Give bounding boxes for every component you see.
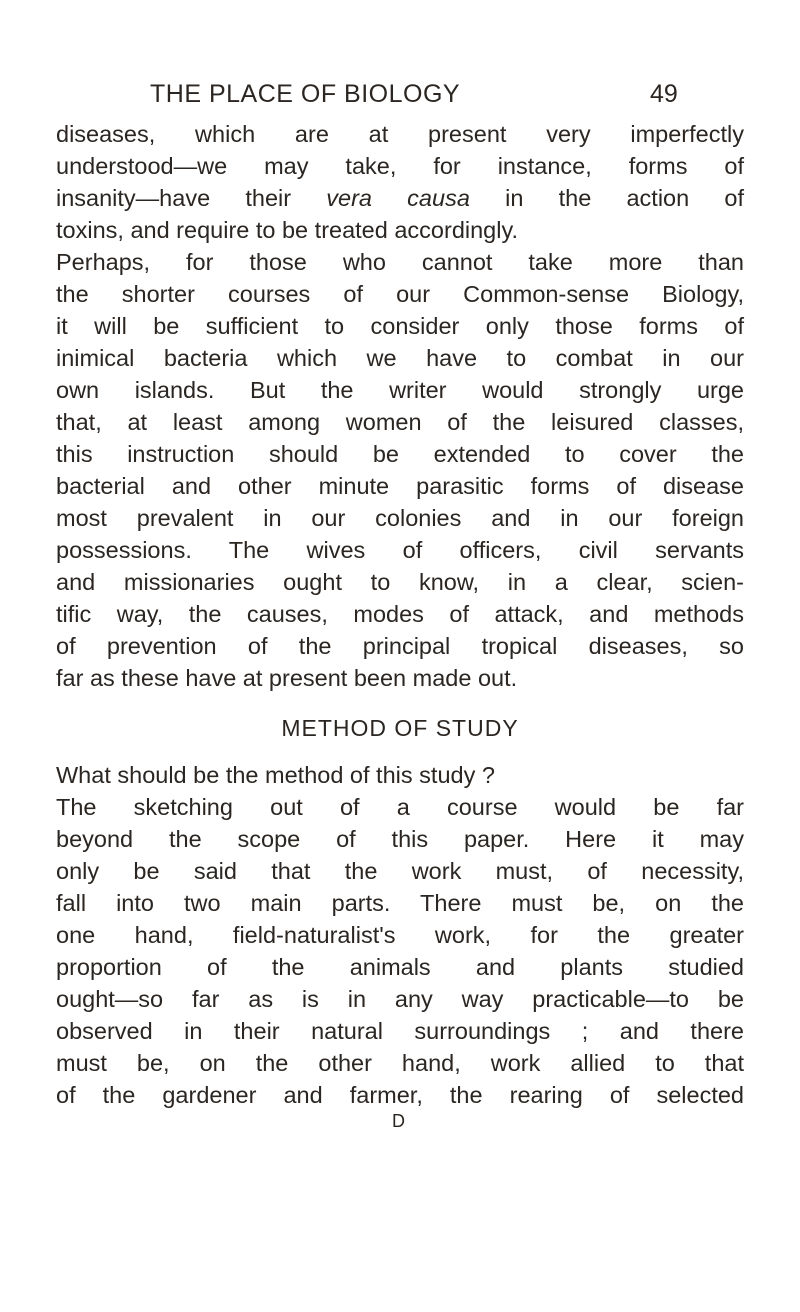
latin-phrase: vera causa [326, 185, 470, 211]
text-line: fall into two main parts. There must be, on the [56, 890, 744, 916]
text-line: the shorter courses of our Common-sense Biology, [56, 281, 744, 307]
text-line: ought—so far as is in any way practicable—to be [56, 986, 744, 1012]
text-line: it will be sufficient to consider only those forms of [56, 313, 744, 339]
text-line: tific way, the causes, modes of attack, and methods [56, 601, 744, 627]
text-line: of prevention of the principal tropical diseases, so [56, 633, 744, 659]
text-line: one hand, field-naturalist's work, for the greater [56, 922, 744, 948]
text-line: and missionaries ought to know, in a clear, scien- [56, 569, 744, 595]
text-line: of the gardener and farmer, the rearing of selected [56, 1082, 744, 1108]
text-line: understood—we may take, for instance, forms of [56, 153, 744, 179]
text-line: The sketching out of a course would be far [56, 794, 744, 820]
text-line: beyond the scope of this paper. Here it may [56, 826, 744, 852]
section-heading: METHOD OF STUDY [281, 715, 519, 741]
page-number: 49 [650, 80, 678, 108]
running-head: THE PLACE OF BIOLOGY [150, 80, 461, 108]
signature-mark: D [392, 1111, 405, 1131]
text-line: must be, on the other hand, work allied to that [56, 1050, 744, 1076]
text-fragment: in the action of [469, 185, 744, 211]
text-line: toxins, and require to be treated accordingly. [56, 217, 519, 243]
text-line: diseases, which are at present very imperfectly [56, 121, 744, 147]
text-line: most prevalent in our colonies and in our foreign [56, 505, 744, 531]
text-line: proportion of the animals and plants studied [56, 954, 744, 980]
text-line: What should be the method of this study ? [56, 762, 495, 788]
text-line: that, at least among women of the leisured classes, [56, 409, 744, 435]
text-line: far as these have at present been made out. [56, 665, 518, 691]
text-fragment: insanity—have their [56, 185, 327, 211]
text-line: bacterial and other minute parasitic forms of disease [56, 473, 744, 499]
text-line: only be said that the work must, of necessity, [56, 858, 744, 884]
text-line: own islands. But the writer would strongly urge [56, 377, 744, 403]
text-line: this instruction should be extended to cover the [56, 441, 744, 467]
text-line: observed in their natural surroundings ; and there [56, 1018, 744, 1044]
text-line: possessions. The wives of officers, civil servants [56, 537, 744, 563]
text-line [56, 182, 744, 214]
text-line: Perhaps, for those who cannot take more than [56, 249, 744, 275]
text-line: inimical bacteria which we have to combat in our [56, 345, 744, 371]
